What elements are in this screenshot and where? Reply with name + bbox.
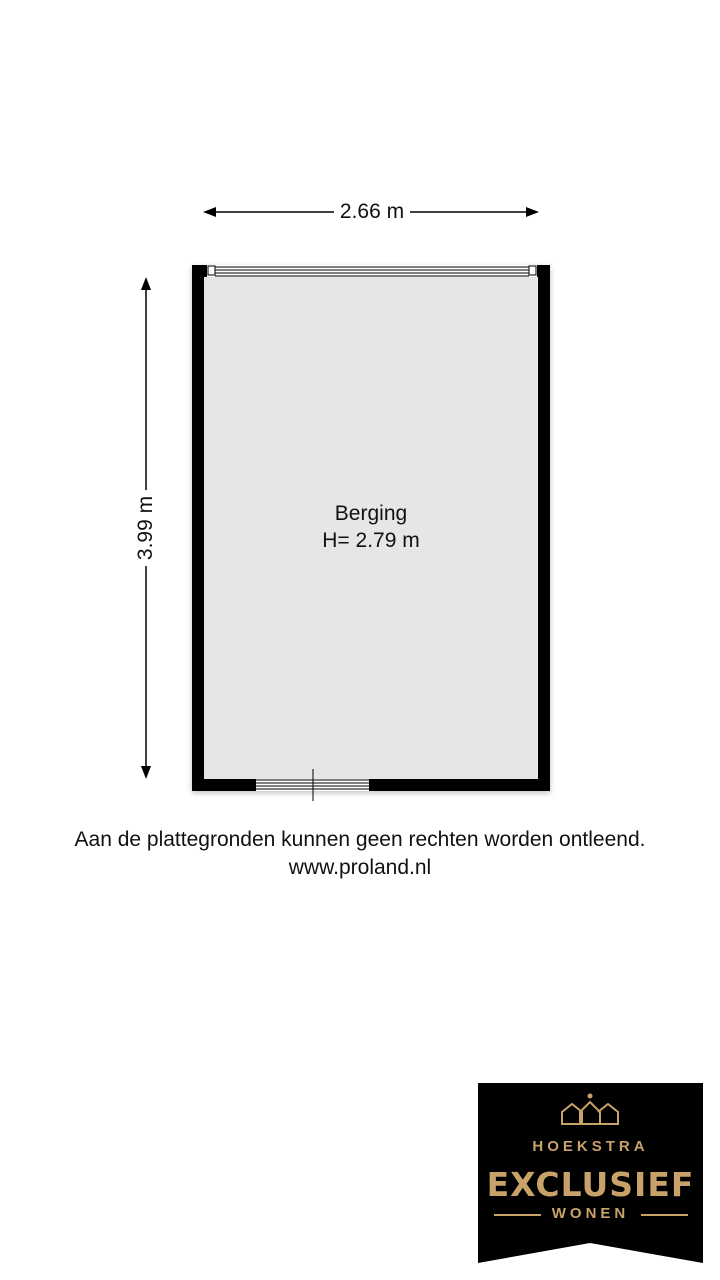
room-name: Berging [334, 502, 408, 525]
logo-subtitle: WONEN [551, 1205, 630, 1222]
window [207, 265, 537, 277]
room-label [204, 500, 538, 554]
logo-brand: HOEKSTRA [532, 1138, 649, 1155]
logo-title: EXCLUSIEF [486, 1165, 695, 1204]
disclaimer-text: Aan de plattegronden kunnen geen rechten worden ontleend. [74, 828, 646, 851]
width-dimension-label: 2.66 m [0, 200, 720, 224]
website-link[interactable]: www.proland.nl [288, 856, 432, 879]
height-dimension-label: 3.99 m [134, 490, 158, 566]
room-ceiling-height: H= 2.79 m [322, 529, 420, 552]
disclaimer [0, 826, 720, 882]
